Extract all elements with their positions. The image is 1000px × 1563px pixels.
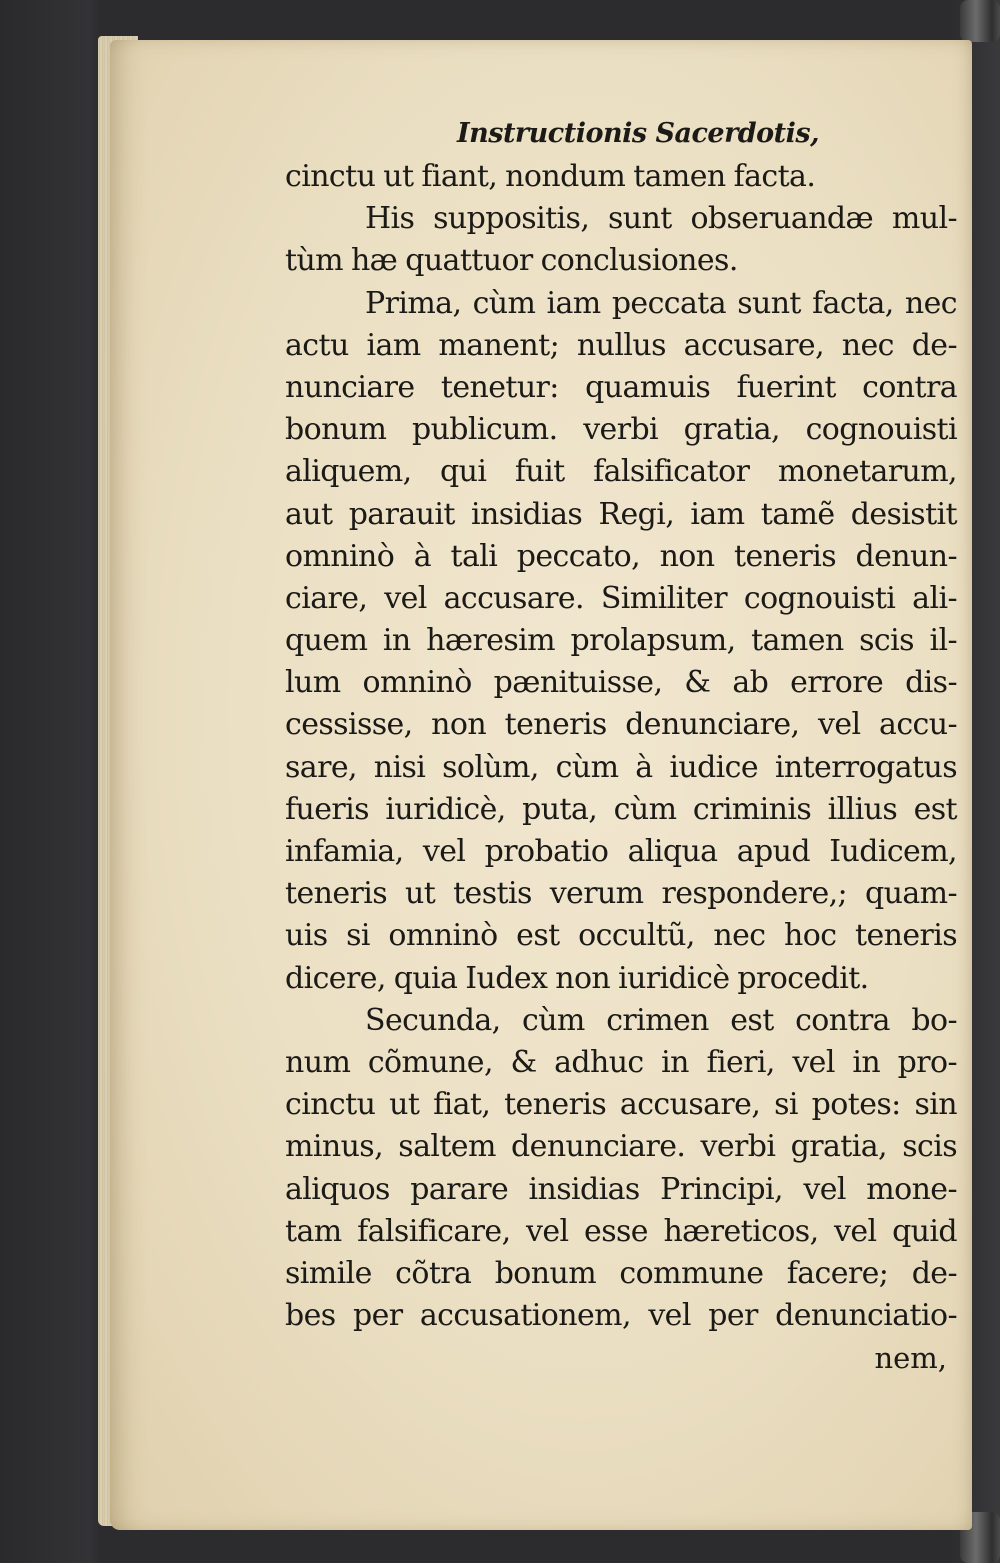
text-line: uis si omninò est occultũ, nec hoc teneris [285,918,957,954]
catchword: nem, [874,1341,947,1376]
text-line: num cõmune, & adhuc in fieri, vel in pro- [285,1044,957,1080]
text-line: quem in hæresim prolapsum, tamen scis il- [285,623,957,659]
text-line: tùm hæ quattuor conclusiones. [285,243,738,279]
text-line: infamia, vel probatio aliqua apud Iudicem, [285,834,957,869]
text-line: His suppositis, sunt obseruandæ mul- [365,201,957,237]
text-line: nunciare tenetur: quamuis fuerint contra [285,369,957,405]
text-line: Prima, cùm iam peccata sunt facta, nec [365,285,957,321]
text-line: aliquos parare insidias Principi, vel mone- [285,1171,957,1207]
text-line: minus, saltem denunciare. verbi gratia, scis [285,1129,957,1165]
text-line: Secunda, cùm crimen est contra bo- [365,1002,957,1038]
text-line: lum omninò pænituisse, & ab errore dis- [285,665,957,701]
text-line: tam falsificare, vel esse hæreticos, vel quid [285,1213,957,1249]
text-line: sare, nisi solùm, cùm à iudice interrogatus [285,749,957,785]
text-line: actu iam manent; nullus accusare, nec de- [285,327,957,363]
text-block [285,112,957,1379]
text-line: aliquem, qui fuit falsificator monetarum, [285,454,957,490]
text-line: simile cõtra bonum commune facere; de- [285,1255,957,1291]
text-line: fueris iuridicè, puta, cùm criminis illius est [285,791,957,827]
text-line: dicere, quia Iudex non iuridicè procedit. [285,960,869,996]
text-line: bes per accusationem, vel per denunciatio- [285,1298,957,1334]
binding-clip-top [960,0,1000,42]
text-line: aut parauit insidias Regi, iam tamẽ desistit [285,496,957,532]
text-line: bonum publicum. verbi gratia, cognouisti [285,412,957,448]
running-head: Instructionis Sacerdotis, [457,118,820,149]
text-line: teneris ut testis verum respondere,; quam- [285,876,957,912]
body-text [285,156,957,1337]
text-line: cessisse, non teneris denunciare, vel accu- [285,707,957,743]
text-line: omninò à tali peccato, non teneris denun- [285,538,957,574]
text-line: cinctu ut fiant, nondum tamen facta. [285,159,816,194]
text-line: ciare, vel accusare. Similiter cognouisti ali- [285,580,957,616]
text-line: cinctu ut fiat, teneris accusare, si potes: sin [285,1087,957,1123]
